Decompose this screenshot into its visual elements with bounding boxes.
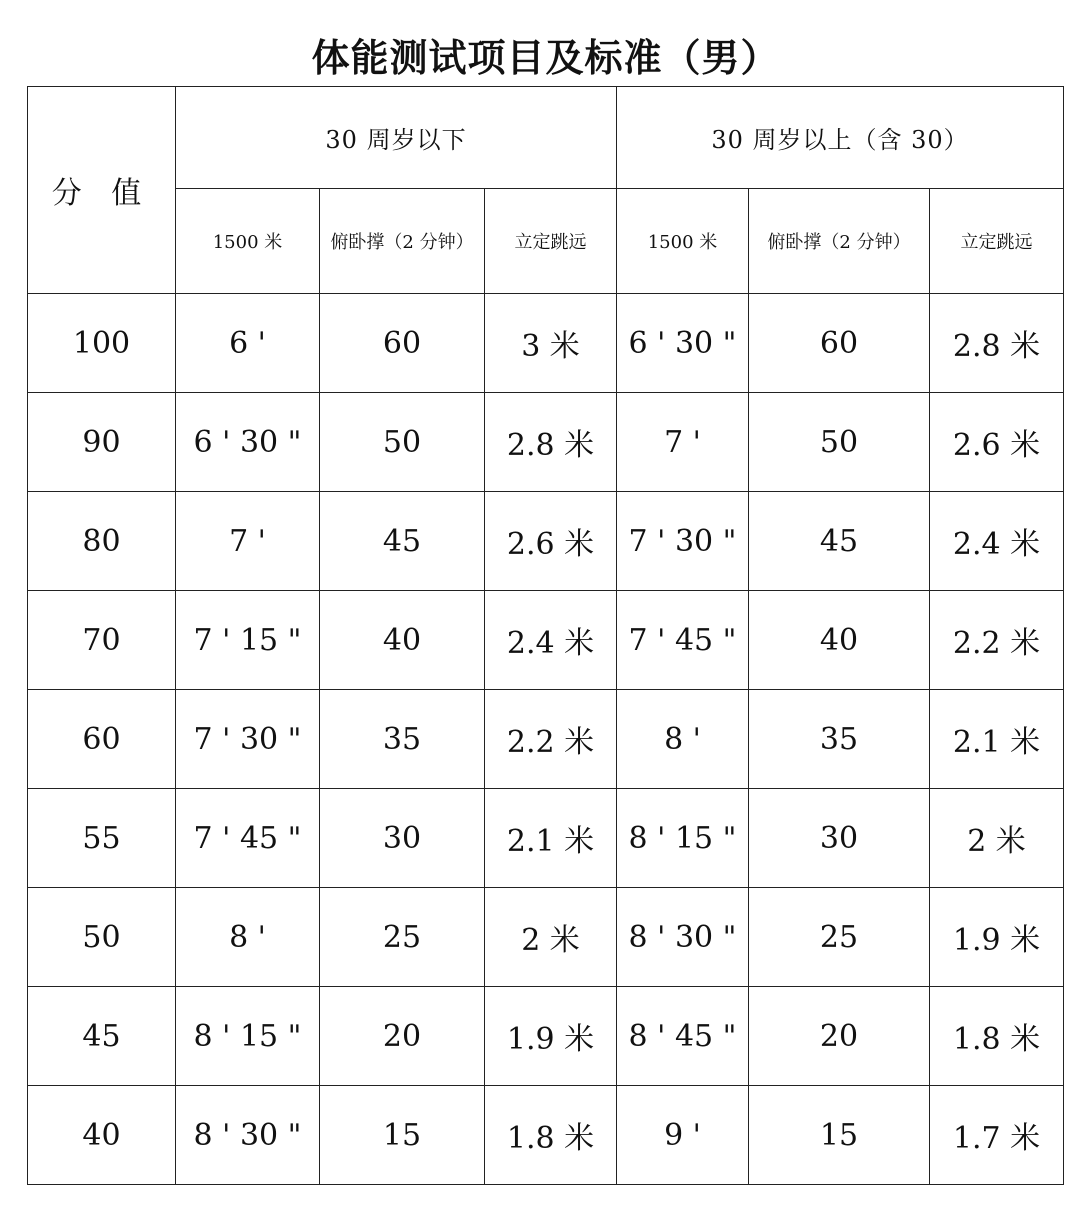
over-30-pushup-cell: 25 xyxy=(749,888,930,987)
over-30-pushup-cell: 20 xyxy=(749,987,930,1086)
under-30-pushup-cell: 15 xyxy=(320,1086,485,1185)
over-30-run-cell: 7 ' 45 " xyxy=(617,591,749,690)
under-30-jump-header: 立定跳远 xyxy=(485,189,617,294)
header-row-groups xyxy=(28,87,1064,189)
under-30-pushup-cell: 40 xyxy=(320,591,485,690)
score-cell: 90 xyxy=(28,393,176,492)
over-30-jump-header: 立定跳远 xyxy=(930,189,1064,294)
under-30-jump-cell: 1.9 米 xyxy=(485,987,617,1086)
table-row xyxy=(28,393,1064,492)
score-cell: 80 xyxy=(28,492,176,591)
over-30-pushup-cell: 60 xyxy=(749,294,930,393)
score-cell: 60 xyxy=(28,690,176,789)
over-30-pushup-header: 俯卧撑（2 分钟） xyxy=(749,189,930,294)
table-row xyxy=(28,591,1064,690)
over-30-pushup-cell: 50 xyxy=(749,393,930,492)
age-group-under-30-header: 30 周岁以下 xyxy=(176,87,617,189)
under-30-jump-cell: 2.6 米 xyxy=(485,492,617,591)
under-30-pushup-cell: 60 xyxy=(320,294,485,393)
score-cell: 40 xyxy=(28,1086,176,1185)
under-30-run-cell: 6 ' 30 " xyxy=(176,393,320,492)
under-30-jump-cell: 1.8 米 xyxy=(485,1086,617,1185)
under-30-pushup-cell: 45 xyxy=(320,492,485,591)
over-30-pushup-cell: 35 xyxy=(749,690,930,789)
under-30-jump-cell: 2.4 米 xyxy=(485,591,617,690)
under-30-jump-cell: 2.1 米 xyxy=(485,789,617,888)
over-30-pushup-cell: 45 xyxy=(749,492,930,591)
over-30-jump-cell: 2.2 米 xyxy=(930,591,1064,690)
age-group-30-and-over-header: 30 周岁以上（含 30） xyxy=(617,87,1064,189)
table-row xyxy=(28,888,1064,987)
over-30-jump-cell: 2 米 xyxy=(930,789,1064,888)
over-30-run-cell: 9 ' xyxy=(617,1086,749,1185)
table-body xyxy=(28,294,1064,1185)
under-30-jump-cell: 2.2 米 xyxy=(485,690,617,789)
page-title: 体能测试项目及标准（男） xyxy=(311,35,780,80)
under-30-jump-cell: 3 米 xyxy=(485,294,617,393)
over-30-pushup-cell: 15 xyxy=(749,1086,930,1185)
over-30-run-cell: 8 ' 45 " xyxy=(617,987,749,1086)
over-30-run-cell: 6 ' 30 " xyxy=(617,294,749,393)
over-30-jump-cell: 1.7 米 xyxy=(930,1086,1064,1185)
table-row xyxy=(28,294,1064,393)
score-cell: 45 xyxy=(28,987,176,1086)
over-30-run-cell: 7 ' xyxy=(617,393,749,492)
under-30-run-cell: 6 ' xyxy=(176,294,320,393)
over-30-pushup-cell: 30 xyxy=(749,789,930,888)
fitness-standards-table xyxy=(27,86,1064,1185)
table-row xyxy=(28,1086,1064,1185)
under-30-run-cell: 8 ' 30 " xyxy=(176,1086,320,1185)
under-30-run-cell: 7 ' 45 " xyxy=(176,789,320,888)
over-30-jump-cell: 1.8 米 xyxy=(930,987,1064,1086)
score-cell: 50 xyxy=(28,888,176,987)
under-30-pushup-cell: 25 xyxy=(320,888,485,987)
over-30-jump-cell: 2.1 米 xyxy=(930,690,1064,789)
under-30-run-cell: 8 ' xyxy=(176,888,320,987)
table-header xyxy=(28,87,1064,294)
header-row-events xyxy=(28,189,1064,294)
over-30-run-cell: 8 ' 15 " xyxy=(617,789,749,888)
under-30-pushup-cell: 30 xyxy=(320,789,485,888)
over-30-jump-cell: 1.9 米 xyxy=(930,888,1064,987)
under-30-run-cell: 7 ' 15 " xyxy=(176,591,320,690)
over-30-jump-cell: 2.4 米 xyxy=(930,492,1064,591)
under-30-pushup-header: 俯卧撑（2 分钟） xyxy=(320,189,485,294)
under-30-pushup-cell: 35 xyxy=(320,690,485,789)
over-30-jump-cell: 2.8 米 xyxy=(930,294,1064,393)
under-30-jump-cell: 2 米 xyxy=(485,888,617,987)
over-30-run-cell: 8 ' 30 " xyxy=(617,888,749,987)
over-30-pushup-cell: 40 xyxy=(749,591,930,690)
under-30-run-cell: 7 ' xyxy=(176,492,320,591)
table-row xyxy=(28,789,1064,888)
over-30-run-cell: 8 ' xyxy=(617,690,749,789)
under-30-run-cell: 8 ' 15 " xyxy=(176,987,320,1086)
score-cell: 100 xyxy=(28,294,176,393)
over-30-run-header: 1500 米 xyxy=(617,189,749,294)
under-30-pushup-cell: 20 xyxy=(320,987,485,1086)
score-cell: 55 xyxy=(28,789,176,888)
under-30-run-cell: 7 ' 30 " xyxy=(176,690,320,789)
table-row xyxy=(28,690,1064,789)
over-30-jump-cell: 2.6 米 xyxy=(930,393,1064,492)
under-30-jump-cell: 2.8 米 xyxy=(485,393,617,492)
score-cell: 70 xyxy=(28,591,176,690)
under-30-pushup-cell: 50 xyxy=(320,393,485,492)
table-row xyxy=(28,987,1064,1086)
table-row xyxy=(28,492,1064,591)
under-30-run-header: 1500 米 xyxy=(176,189,320,294)
over-30-run-cell: 7 ' 30 " xyxy=(617,492,749,591)
score-column-header: 分 值 xyxy=(28,87,176,294)
